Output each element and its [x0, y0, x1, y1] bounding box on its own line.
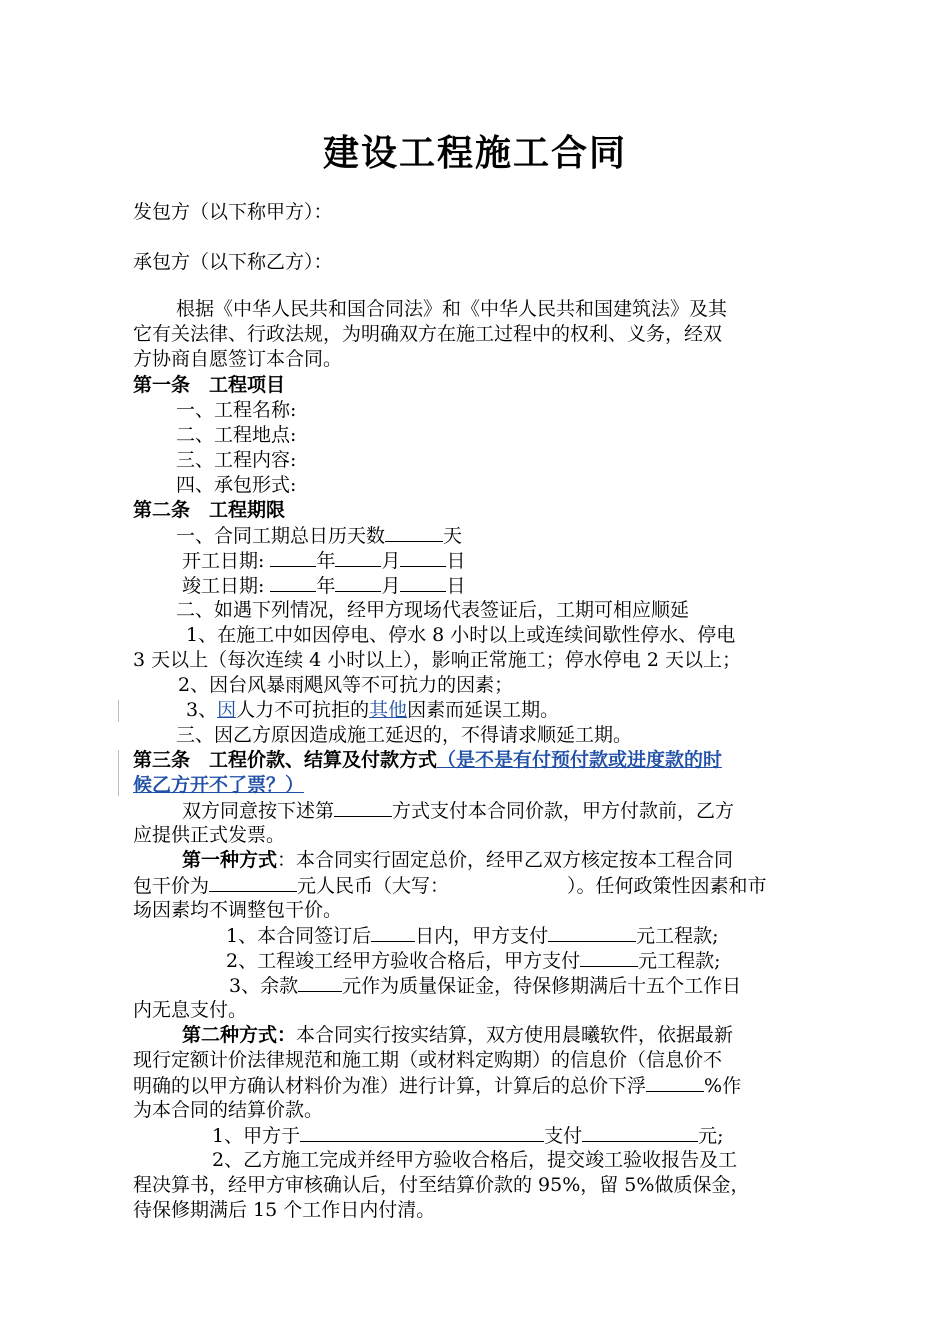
end-month-blank[interactable] [335, 573, 381, 592]
duration-days-suffix: 天 [443, 525, 463, 547]
day-label: 日 [446, 550, 466, 572]
article-1-heading: 第一条 工程项目 [133, 374, 286, 396]
payment-amount-blank[interactable] [582, 1123, 698, 1142]
duration-days-prefix: 一、合同工期总日历天数 [176, 525, 386, 547]
project-location-item: 二、工程地点: [176, 424, 297, 446]
payment-3-prefix: 3、余款 [229, 975, 299, 997]
end-date-label: 竣工日期: [182, 575, 265, 597]
discount-rate-blank[interactable] [646, 1073, 704, 1092]
comment-note: 候乙方开不了票？） [133, 774, 305, 796]
payment-method-blank[interactable] [334, 798, 392, 817]
payment-2-suffix: 元工程款; [638, 950, 721, 972]
party-b-line: 承包方（以下称乙方）： [133, 251, 333, 273]
article-2-heading: 第二条 工程期限 [133, 499, 286, 521]
start-date-label: 开工日期: [182, 550, 265, 572]
invoice-requirement: 应提供正式发票。 [133, 824, 286, 846]
month-label: 月 [381, 550, 401, 572]
case-3-number: 3、 [186, 699, 218, 721]
party-a-line: 发包方（以下称甲方）： [133, 201, 333, 223]
method-1-line-3: 场因素均不调整包干价。 [133, 899, 343, 921]
payment-date-blank[interactable] [300, 1123, 544, 1142]
document-title: 建设工程施工合同 [322, 132, 627, 174]
tracked-change-word: 其他 [369, 699, 408, 721]
payment-1-mid: 日内，甲方支付 [415, 925, 549, 947]
payment-date-prefix: 1、甲方于 [212, 1125, 301, 1147]
start-day-blank[interactable] [400, 548, 446, 567]
project-name-item: 一、工程名称: [176, 399, 297, 421]
method-1-payment-3-line-2: 内无息支付。 [133, 999, 248, 1021]
article-3-heading: 第三条 工程价款、结算及付款方式 [133, 749, 438, 771]
method-1-text: ：本合同实行固定总价，经甲乙双方核定按本工程合同 [277, 849, 734, 871]
method-2-label: 第二种方式： [182, 1024, 297, 1046]
lump-sum-mid: 元人民币（大写： [297, 875, 450, 897]
lump-sum-amount-blank[interactable] [209, 873, 297, 892]
method-2-text: 本合同实行按实结算，双方使用晨曦软件，依据最新 [296, 1024, 734, 1046]
payment-method-suffix: 方式支付本合同价款，甲方付款前，乙方 [392, 800, 735, 822]
revision-bar [118, 750, 119, 796]
year-label: 年 [316, 550, 336, 572]
start-month-blank[interactable] [335, 548, 381, 567]
duration-days-blank[interactable] [385, 523, 443, 542]
extension-case-2: 2、因台风暴雨飓风等不可抗力的因素； [178, 674, 514, 696]
payment-method-line [182, 798, 734, 824]
case-3-text-end: 因素而延误工期。 [407, 699, 560, 721]
method-1-line-1 [182, 848, 733, 873]
payment-1-prefix: 1、本合同签订后 [226, 925, 372, 947]
method-2-line-1 [182, 1023, 733, 1048]
payment-1-days-blank[interactable] [371, 923, 415, 942]
intro-line-1: 根据《中华人民共和国合同法》和《中华人民共和国建筑法》及其 [176, 298, 728, 320]
lump-sum-suffix: ）。任何政策性因素和市 [567, 875, 767, 897]
contract-form-item: 四、承包形式: [176, 474, 297, 496]
case-3-text: 人力不可抗拒的 [236, 699, 370, 721]
payment-3-suffix: 元作为质量保证金，待保修期满后十五个工作日 [342, 975, 742, 997]
method-2-line-4: 为本合同的结算价款。 [133, 1099, 324, 1121]
method-1-payment-3 [229, 973, 741, 999]
end-day-blank[interactable] [400, 573, 446, 592]
year-label: 年 [316, 575, 336, 597]
method-1-label: 第一种方式 [182, 849, 278, 871]
discount-suffix: %作 [704, 1075, 742, 1097]
payment-1-suffix: 元工程款; [636, 925, 719, 947]
extension-exclusion: 三、因乙方原因造成施工延迟的，不得请求顺延工期。 [176, 724, 633, 746]
extension-case-3 [186, 698, 559, 723]
month-label: 月 [381, 575, 401, 597]
intro-line-3: 方协商自愿签订本合同。 [133, 348, 343, 370]
lump-sum-prefix: 包干价为 [133, 875, 210, 897]
tracked-change-word: 因 [217, 699, 237, 721]
payment-1-amount-blank[interactable] [548, 923, 636, 942]
start-date-line [182, 548, 466, 574]
payment-method-prefix: 双方同意按下述第 [182, 800, 335, 822]
payment-mid: 支付 [544, 1125, 583, 1147]
method-2-payment-2-line-3: 待保修期满后 15 个工作日内付清。 [133, 1199, 436, 1221]
end-date-line [182, 573, 466, 599]
revision-bar [118, 700, 119, 722]
comment-note-line-2 [133, 773, 304, 798]
extension-intro: 二、如遇下列情况，经甲方现场代表签证后，工期可相应顺延 [176, 599, 690, 621]
method-1-payment-2 [226, 948, 721, 974]
method-2-line-3 [133, 1073, 741, 1099]
day-label: 日 [446, 575, 466, 597]
method-2-payment-2-line-1: 2、乙方施工完成并经甲方验收合格后，提交竣工验收报告及工 [212, 1149, 738, 1171]
comment-note: （是不是有付预付款或进度款的时 [437, 749, 723, 771]
start-year-blank[interactable] [270, 548, 316, 567]
payment-suffix: 元; [698, 1125, 724, 1147]
project-content-item: 三、工程内容: [176, 449, 297, 471]
end-year-blank[interactable] [270, 573, 316, 592]
payment-2-amount-blank[interactable] [580, 948, 638, 967]
method-1-payment-1 [226, 923, 719, 949]
discount-prefix: 明确的以甲方确认材料价为准）进行计算，计算后的总价下浮 [133, 1075, 647, 1097]
method-2-payment-2-line-2: 程决算书，经甲方审核确认后，付至结算价款的 95%，留 5%做质保金， [133, 1174, 750, 1196]
method-2-line-2: 现行定额计价法律规范和施工期（或材料定购期）的信息价（信息价不 [133, 1049, 723, 1071]
payment-2-prefix: 2、工程竣工经甲方验收合格后，甲方支付 [226, 950, 581, 972]
duration-days-line [176, 523, 462, 549]
article-3-heading-line [133, 748, 722, 773]
method-1-line-2 [133, 873, 767, 899]
warranty-amount-blank[interactable] [298, 973, 342, 992]
extension-case-1-line-2: 3 天以上（每次连续 4 小时以上），影响正常施工；停水停电 2 天以上； [133, 649, 741, 671]
method-2-payment-1 [212, 1123, 724, 1149]
extension-case-1-line-1: 1、在施工中如因停电、停水 8 小时以上或连续间歇性停水、停电 [186, 624, 736, 646]
intro-line-2: 它有关法律、行政法规，为明确双方在施工过程中的权利、义务，经双 [133, 323, 723, 345]
